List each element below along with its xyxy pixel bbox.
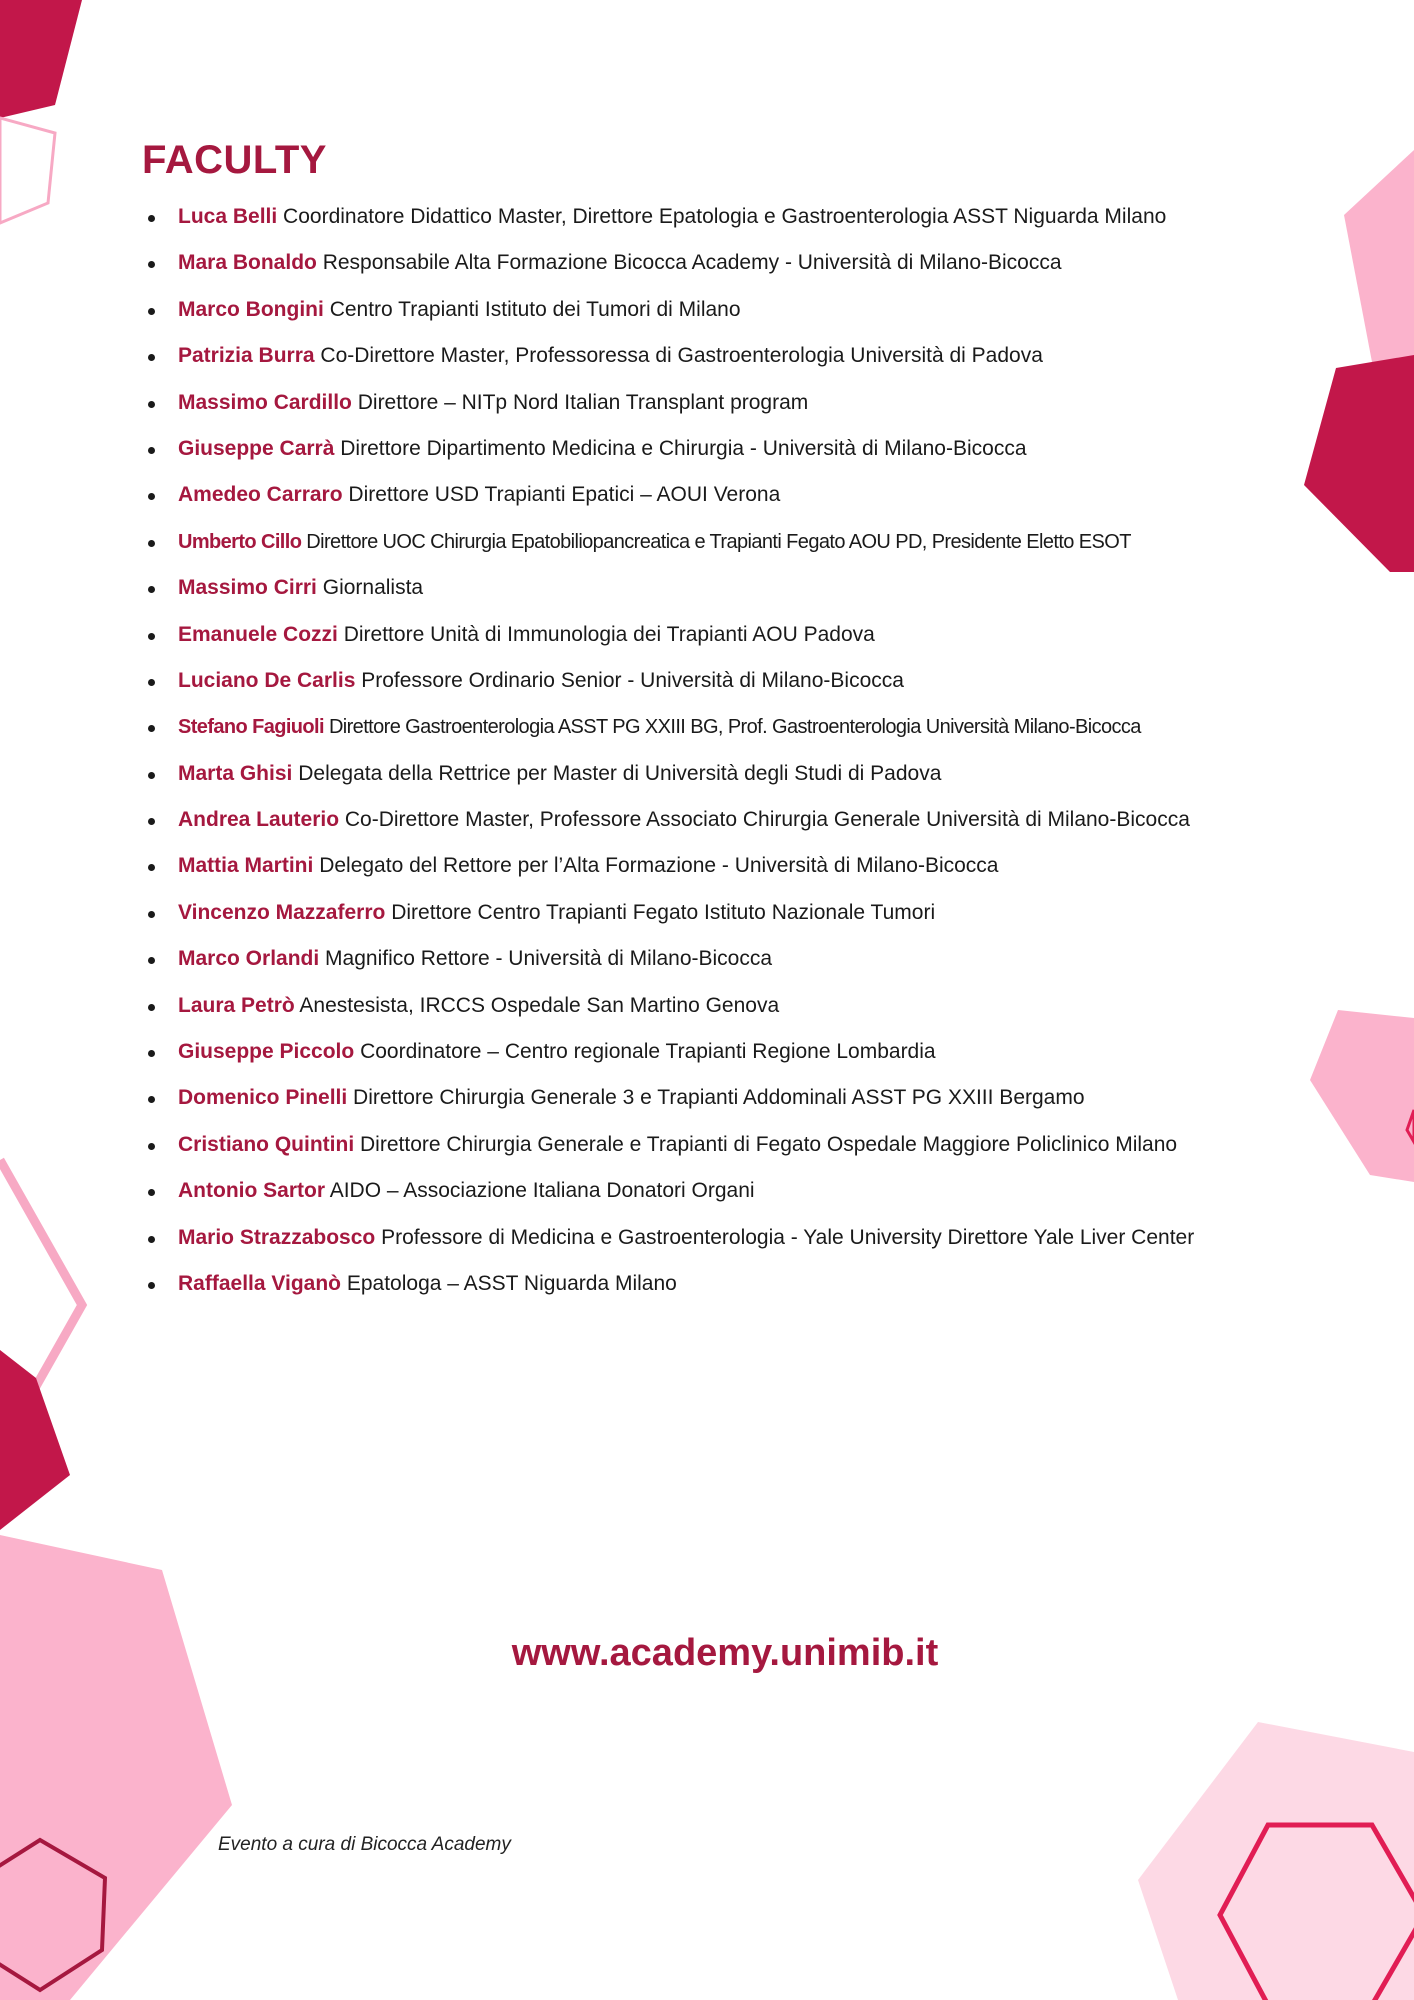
faculty-role: Direttore Centro Trapianti Fegato Istituto Nazionale Tumori [391,900,936,924]
faculty-list-item [142,849,1292,895]
faculty-role: Direttore Dipartimento Medicina e Chirurgia - Università di Milano-Bicocca [340,436,1027,460]
faculty-name: Vincenzo Mazzaferro [178,900,386,924]
faculty-name: Laura Petrò [178,993,295,1017]
faculty-role: Responsabile Alta Formazione Bicocca Academy - Università di Milano-Bicocca [322,251,1062,275]
faculty-list-item [142,525,1292,571]
faculty-role: Epatologa – ASST Niguarda Milano [346,1271,677,1295]
faculty-list-item [142,1267,1292,1313]
faculty-name: Marco Bongini [178,297,324,321]
faculty-list-item [142,1128,1292,1174]
bullet-icon [148,215,155,222]
faculty-role: Direttore UOC Chirurgia Epatobiliopancreatica e Trapianti Fegato AOU PD, Presidente Eletto ESOT [306,530,1131,553]
faculty-list-item [142,896,1292,942]
bullet-icon [148,1143,155,1150]
faculty-role: Coordinatore – Centro regionale Trapianti Regione Lombardia [360,1040,936,1064]
faculty-role: Anestesista, IRCCS Ospedale San Martino Genova [299,993,780,1017]
bullet-icon [148,1004,155,1011]
bullet-icon [148,633,155,640]
faculty-role: Direttore Unità di Immunologia dei Trapianti AOU Padova [343,622,875,646]
faculty-role: Direttore Chirurgia Generale e Trapianti di Fegato Ospedale Maggiore Policlinico Milano [360,1132,1178,1156]
faculty-name: Massimo Cirri [178,576,317,600]
faculty-name: Patrizia Burra [178,344,315,368]
hexagon-shape [0,1535,232,2000]
bullet-icon [148,864,155,871]
faculty-role: Direttore USD Trapianti Epatici – AOUI Verona [348,483,781,507]
faculty-list-item [142,989,1292,1035]
faculty-role: Magnifico Rettore - Università di Milano-Bicocca [325,947,773,971]
bullet-icon [148,308,155,315]
faculty-name: Giuseppe Carrà [178,436,335,460]
faculty-role: Professore di Medicina e Gastroenterologia - Yale University Direttore Yale Liver Center [381,1225,1195,1249]
page-title: FACULTY [142,138,327,182]
bullet-icon [148,261,155,268]
faculty-list-item [142,432,1292,478]
faculty-name: Giuseppe Piccolo [178,1040,355,1064]
bullet-icon [148,725,155,732]
hexagon-shape [1138,1722,1414,2000]
bullet-icon [148,447,155,454]
faculty-name: Antonio Sartor [178,1179,325,1203]
faculty-list-item [142,1221,1292,1267]
hexagon-shape [0,0,82,118]
faculty-role: Centro Trapianti Istituto dei Tumori di Milano [329,297,741,321]
bullet-icon [148,679,155,686]
faculty-name: Stefano Fagiuoli [178,716,324,739]
faculty-list-item [142,757,1292,803]
bullet-icon [148,401,155,408]
faculty-list-item [142,1174,1292,1220]
faculty-name: Massimo Cardillo [178,390,352,414]
faculty-role: Direttore – NITp Nord Italian Transplant program [357,390,809,414]
faculty-name: Mario Strazzabosco [178,1225,376,1249]
faculty-name: Luciano De Carlis [178,668,356,692]
faculty-role: Delegato del Rettore per l’Alta Formazione - Università di Milano-Bicocca [319,854,999,878]
bullet-icon [148,493,155,500]
faculty-role: Giornalista [322,576,424,600]
faculty-name: Luca Belli [178,205,278,228]
faculty-role: Professore Ordinario Senior - Università di Milano-Bicocca [361,668,904,692]
faculty-list-item [142,200,1292,246]
faculty-role: Direttore Gastroenterologia ASST PG XXIII BG, Prof. Gastroenterologia Università Milano-Bicocca [328,716,1141,739]
faculty-list-item [142,1035,1292,1081]
bullet-icon [148,1050,155,1057]
bullet-icon [148,772,155,779]
bullet-icon [148,1282,155,1289]
faculty-list-item [142,246,1292,292]
website-link[interactable]: www.academy.unimib.it [511,1632,939,1674]
faculty-list-item [142,478,1292,524]
faculty-role: Coordinatore Didattico Master, Direttore Epatologia e Gastroenterologia ASST Niguarda Milano [283,205,1167,228]
hexagon-shape [1344,150,1414,365]
bullet-icon [148,818,155,825]
faculty-list-item [142,710,1292,756]
faculty-name: Marta Ghisi [178,761,293,785]
faculty-name: Marco Orlandi [178,947,320,971]
hexagon-shape [0,1350,70,1530]
faculty-role: Direttore Chirurgia Generale 3 e Trapianti Addominali ASST PG XXIII Bergamo [353,1086,1085,1110]
faculty-list [142,200,1292,1313]
faculty-name: Raffaella Viganò [178,1271,341,1295]
faculty-role: AIDO – Associazione Italiana Donatori Organi [329,1179,755,1203]
faculty-list-item [142,571,1292,617]
faculty-list-item [142,386,1292,432]
faculty-list-item [142,293,1292,339]
faculty-name: Domenico Pinelli [178,1086,348,1110]
bullet-icon [148,586,155,593]
bullet-icon [148,354,155,361]
faculty-name: Umberto Cillo [178,530,302,553]
faculty-name: Mara Bonaldo [178,251,317,275]
hexagon-shape [1310,1010,1414,1182]
faculty-name: Cristiano Quintini [178,1132,355,1156]
faculty-name: Mattia Martini [178,854,314,878]
bullet-icon [148,1236,155,1243]
bullet-icon [148,957,155,964]
faculty-list-item [142,1081,1292,1127]
faculty-name: Emanuele Cozzi [178,622,338,646]
bullet-icon [148,1096,155,1103]
faculty-role: Co-Direttore Master, Professore Associato Chirurgia Generale Università di Milano-Bicocca [344,808,1190,832]
faculty-name: Amedeo Carraro [178,483,343,507]
bullet-icon [148,540,155,547]
faculty-role: Co-Direttore Master, Professoressa di Gastroenterologia Università di Padova [320,344,1043,368]
hexagon-outline-shape [0,118,55,223]
faculty-list-item [142,339,1292,385]
bullet-icon [148,1189,155,1196]
faculty-role: Delegata della Rettrice per Master di Università degli Studi di Padova [298,761,942,785]
faculty-list-item [142,664,1292,710]
hexagon-shape [1304,355,1414,572]
faculty-name: Andrea Lauterio [178,808,340,832]
faculty-list-item [142,803,1292,849]
footer-note: Evento a cura di Bicocca Academy [218,1834,511,1855]
faculty-list-item [142,942,1292,988]
bullet-icon [148,911,155,918]
faculty-list-item [142,618,1292,664]
